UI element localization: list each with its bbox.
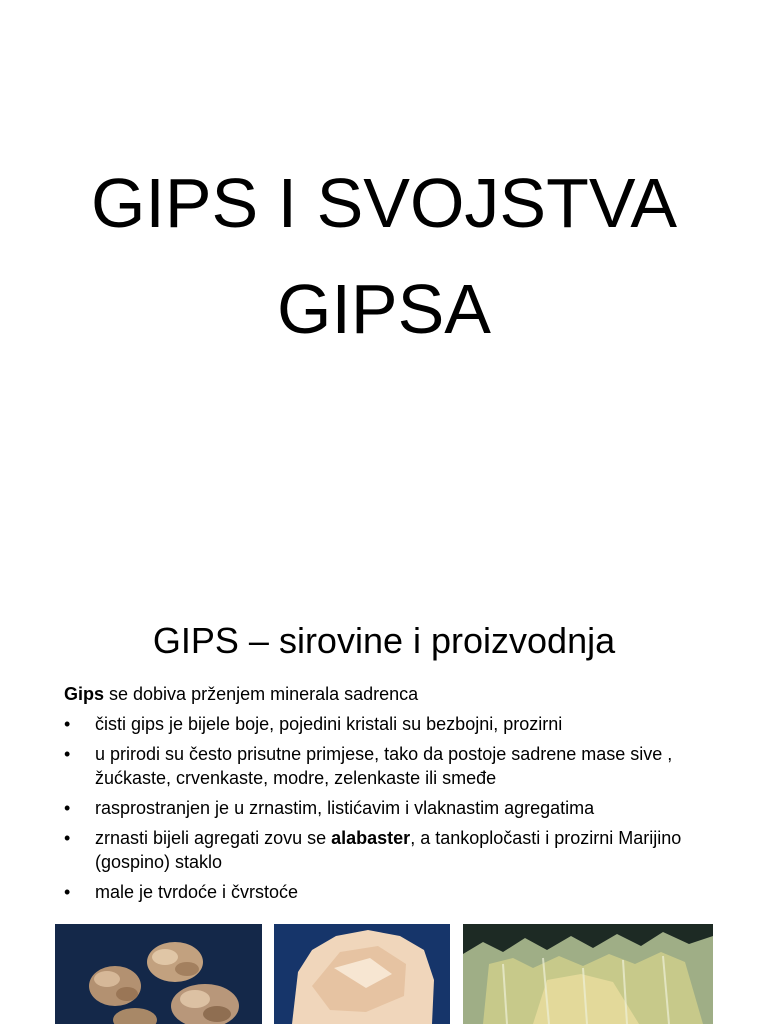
bullet-text-post: , a tankopločasti i prozirni Marijino (gospino) staklo bbox=[95, 828, 682, 872]
list-item bbox=[64, 712, 724, 736]
desert-rose-illustration bbox=[55, 924, 262, 1024]
selenite-crystal-photo bbox=[463, 924, 713, 1024]
bullet-bold-term: alabaster bbox=[331, 828, 411, 848]
list-item bbox=[64, 742, 724, 790]
bullet-text: čisti gips je bijele boje, pojedini kristali su bezbojni, prozirni bbox=[95, 714, 563, 734]
bullet-marker: • bbox=[64, 744, 71, 764]
desert-rose-gypsum-photo bbox=[55, 924, 262, 1024]
bullet-marker: • bbox=[64, 714, 71, 734]
bullet-text: rasprostranjen je u zrnastim, listićavim i vlaknastim agregatima bbox=[95, 798, 595, 818]
mineral-photos bbox=[0, 924, 768, 1024]
bullet-text: male je tvrdoće i čvrstoće bbox=[95, 882, 299, 902]
intro-paragraph bbox=[64, 682, 724, 706]
slide-title bbox=[40, 150, 728, 362]
intro-bold-term: Gips bbox=[64, 684, 105, 704]
bullet-text: u prirodi su često prisutne primjese, tako da postoje sadrene mase sive , žućkaste, crvenkaste, modre, zelenkaste ili smeđe bbox=[95, 744, 673, 788]
list-item bbox=[64, 826, 724, 874]
title-line-1: GIPS I SVOJSTVA bbox=[90, 164, 678, 242]
alabaster-photo bbox=[274, 924, 450, 1024]
slide-body bbox=[64, 682, 724, 910]
list-item bbox=[64, 880, 724, 904]
list-item bbox=[64, 796, 724, 820]
slide-heading: GIPS – sirovine i proizvodnja bbox=[152, 620, 616, 661]
alabaster-illustration bbox=[274, 924, 450, 1024]
intro-text: se dobiva prženjem minerala sadrenca bbox=[104, 684, 419, 704]
bullet-list bbox=[64, 712, 724, 904]
title-line-2: GIPSA bbox=[277, 270, 491, 348]
bullet-marker: • bbox=[64, 828, 71, 848]
content-slide bbox=[0, 576, 768, 1024]
selenite-illustration bbox=[463, 924, 713, 1024]
bullet-marker: • bbox=[64, 882, 71, 902]
bullet-text-pre: zrnasti bijeli agregati zovu se bbox=[95, 828, 332, 848]
bullet-marker: • bbox=[64, 798, 71, 818]
